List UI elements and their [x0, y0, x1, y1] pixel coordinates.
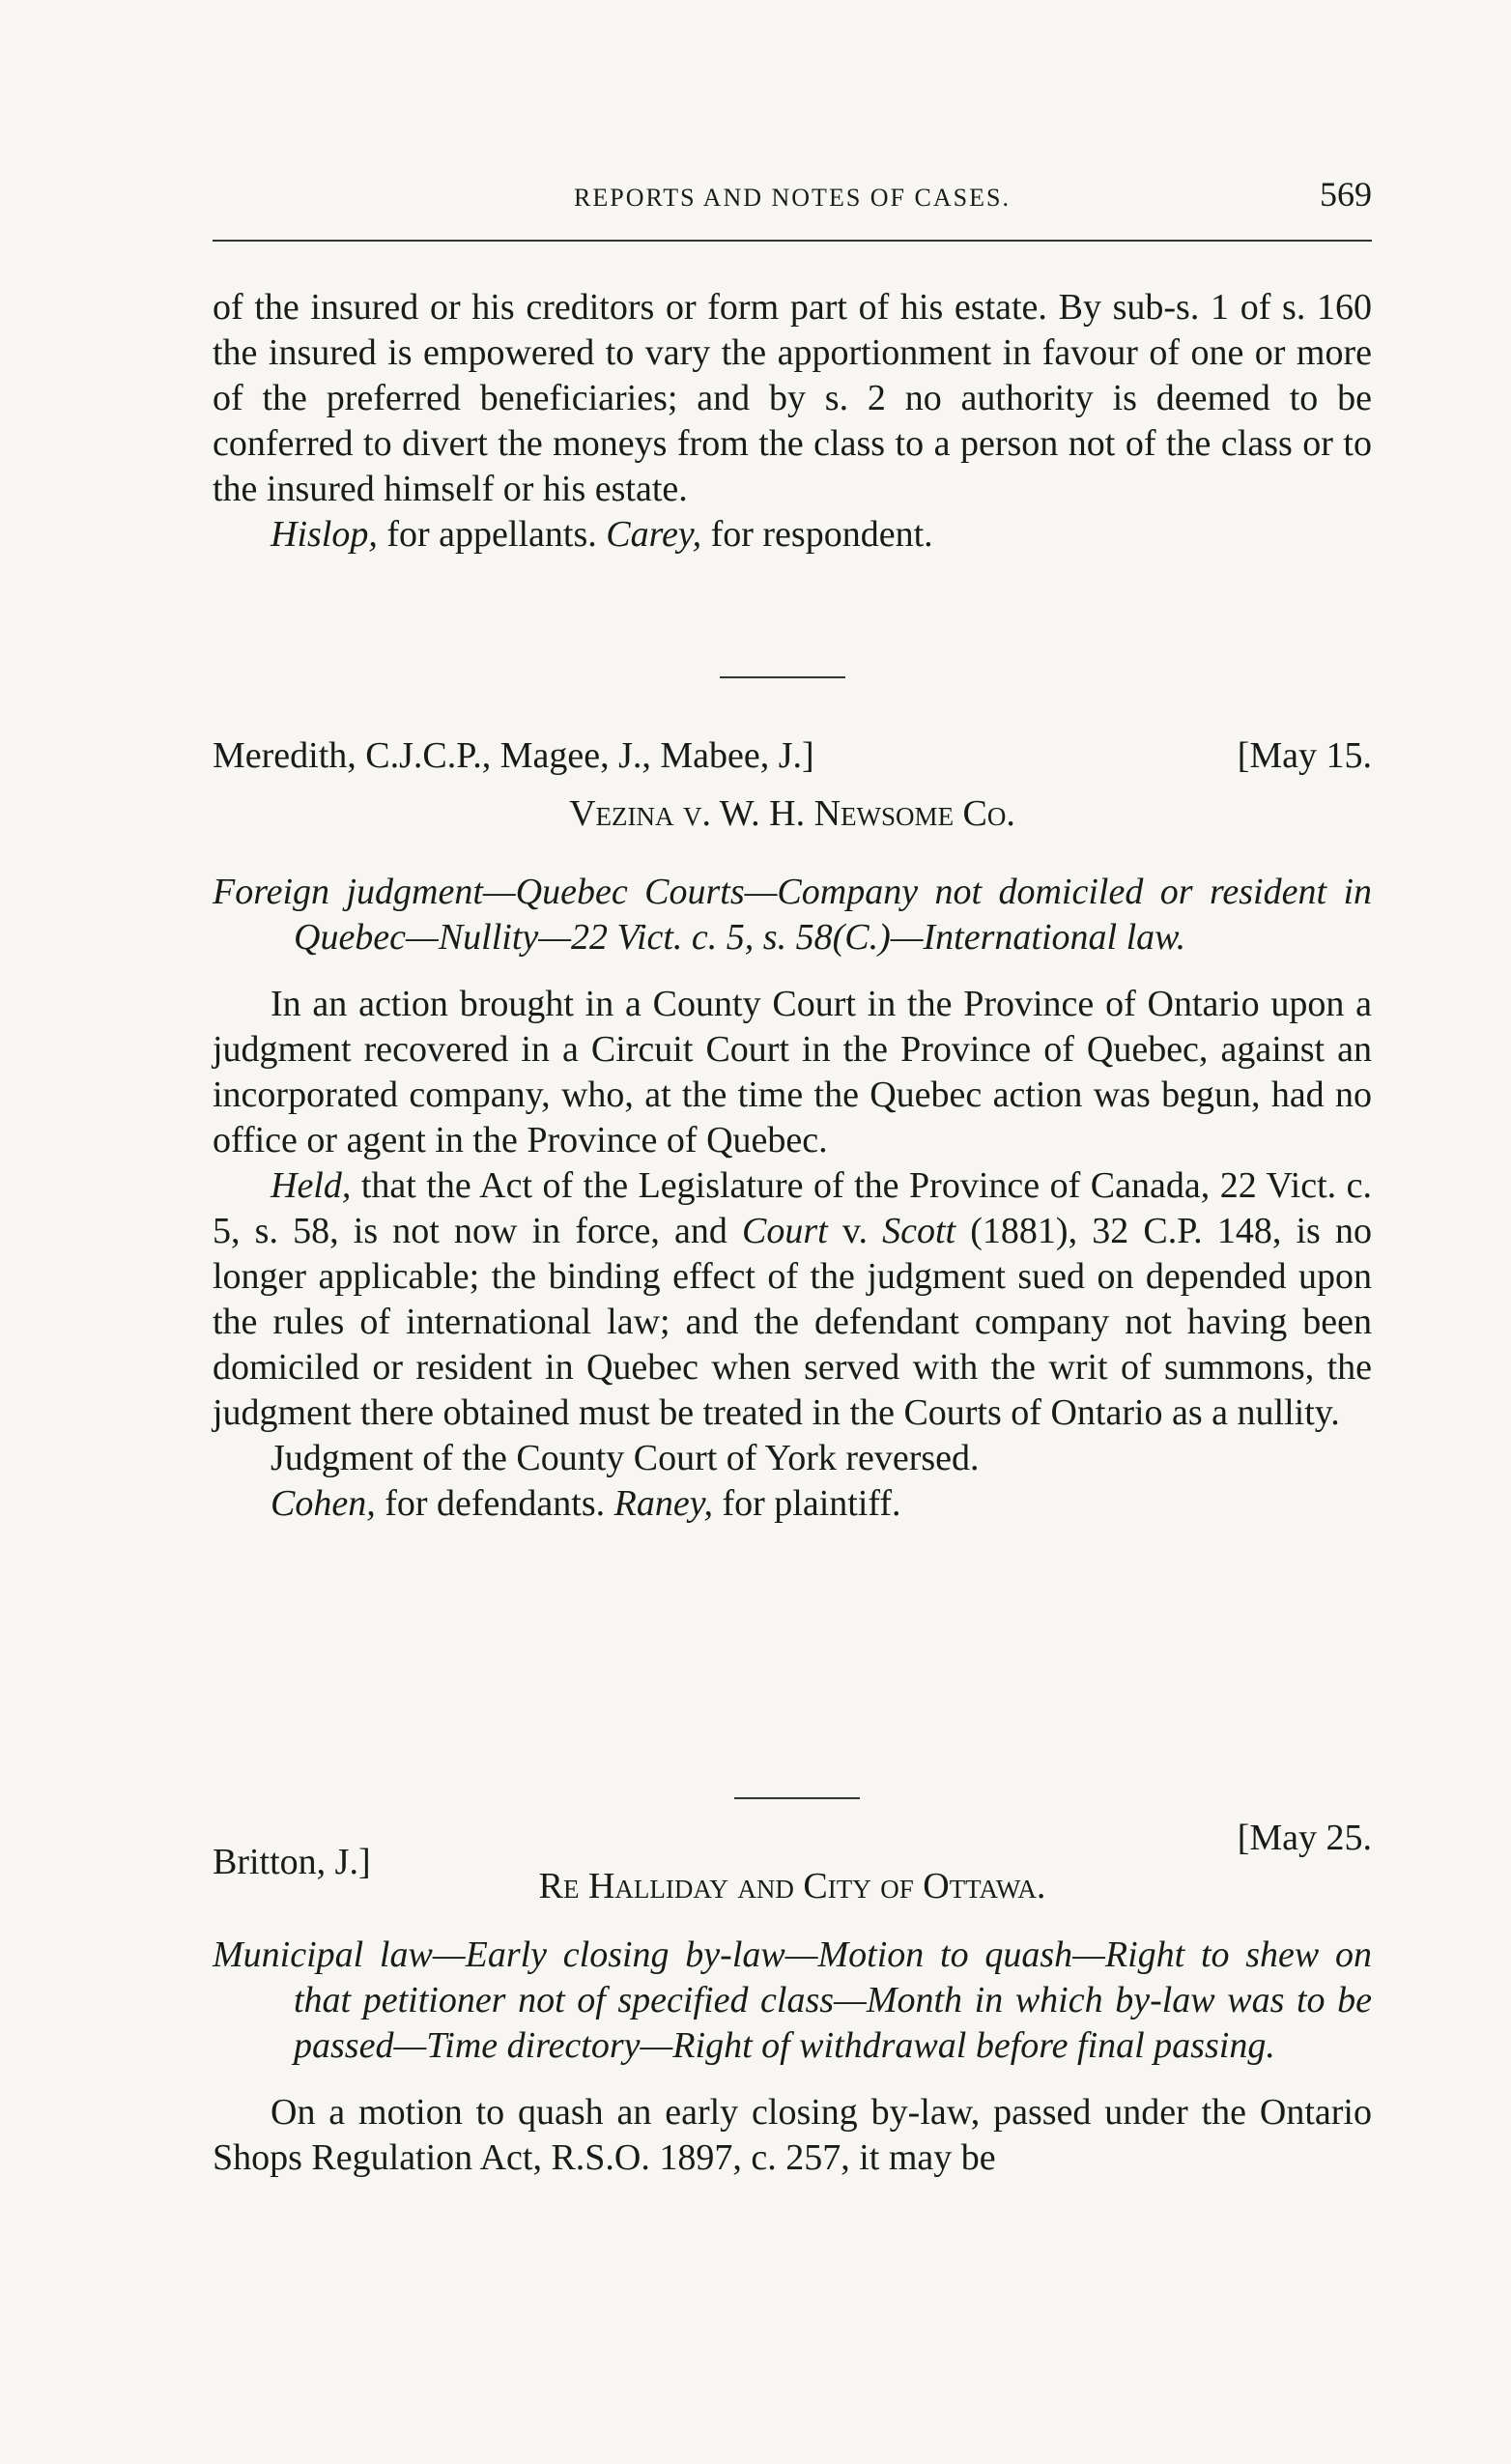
held-text: that the Act of the Legislature of the Province of Canada, 22 Vict. c. 5, s. 58, is not now in force, and: [213, 1165, 1372, 1251]
case-date: [May 15.: [1237, 735, 1372, 776]
counsel-name: Raney,: [613, 1483, 713, 1524]
held-word: Held,: [271, 1165, 352, 1206]
counsel-line: [213, 512, 1372, 558]
continued-paragraph: of the insured or his creditors or form part of his estate. By sub-s. 1 of s. 160 the insured is empowered to vary the apportionment in favour of one or more of the preferred beneficiaries; and by s. 2 no authority is deemed to be conferred to divert the moneys from the class to a person not of the class or to the insured himself or his estate.: [213, 287, 1372, 509]
running-title: REPORTS AND NOTES OF CASES.: [574, 184, 1011, 212]
section-separator: [720, 676, 845, 678]
counsel-role: for appellants.: [377, 514, 607, 555]
case-title: Vezina v. W. H. Newsome Co.: [569, 793, 1015, 834]
counsel-name: Cohen,: [271, 1483, 376, 1524]
cited-case: Court: [742, 1211, 828, 1251]
header-rule: [213, 240, 1372, 242]
counsel-role: for plaintiff.: [713, 1483, 901, 1524]
case-judges: Meredith, C.J.C.P., Magee, J., Mabee, J.]: [213, 735, 814, 776]
section-separator: [734, 1797, 860, 1799]
case-body: [213, 870, 1372, 1527]
held-paragraph: [213, 1163, 1372, 1436]
held-text: (1881), 32 C.P. 148, is no longer applicable; the binding effect of the judgment sued on depended upon the rules of international law; and the defendant company not having been domiciled or resident in Quebec when served with the writ of summons, the judgment there obtained must be treated in the Courts of Ontario as a nullity.: [213, 1211, 1372, 1433]
counsel-name: Hislop,: [271, 514, 378, 555]
case-date: [May 25.: [1237, 1818, 1372, 1858]
headnote: [213, 1933, 1372, 2069]
counsel-role: for defendants.: [375, 1483, 614, 1524]
headnote-text: Foreign judgment—Quebec Courts—Company not domiciled or resident in Quebec—Nullity—22 Vict. c. 5, s. 58(C.)—International law.: [213, 872, 1372, 958]
judgment-line: Judgment of the County Court of York reversed.: [271, 1438, 980, 1478]
case-body: [213, 1933, 1372, 2181]
headnote-text: Municipal law—Early closing by-law—Motion to quash—Right to shew on that petitioner not of specified class—Month in which by-law was to be passed—Time directory—Right of withdrawal before final passing.: [213, 1934, 1372, 2066]
versus: v.: [827, 1211, 883, 1251]
counsel-line: [213, 1481, 1372, 1527]
running-head: [213, 174, 1372, 222]
headnote: [213, 870, 1372, 960]
case-paragraph: On a motion to quash an early closing by-law, passed under the Ontario Shops Regulation Act, R.S.O. 1897, c. 257, it may be: [213, 2092, 1372, 2178]
case-paragraph: In an action brought in a County Court in the Province of Ontario upon a judgment recovered in a Circuit Court in the Province of Quebec, against an incorporated company, who, at the time the Quebec action was begun, had no office or agent in the Province of Quebec.: [213, 984, 1372, 1160]
cited-case: Scott: [882, 1211, 956, 1251]
case-judges: Britton, J.]: [213, 1842, 371, 1882]
counsel-role: for respondent.: [701, 514, 933, 555]
counsel-name: Carey,: [606, 514, 702, 555]
page-number: 569: [1320, 175, 1372, 214]
case-title: Re Halliday and City of Ottawa.: [538, 1866, 1046, 1906]
continued-case: [213, 285, 1372, 558]
